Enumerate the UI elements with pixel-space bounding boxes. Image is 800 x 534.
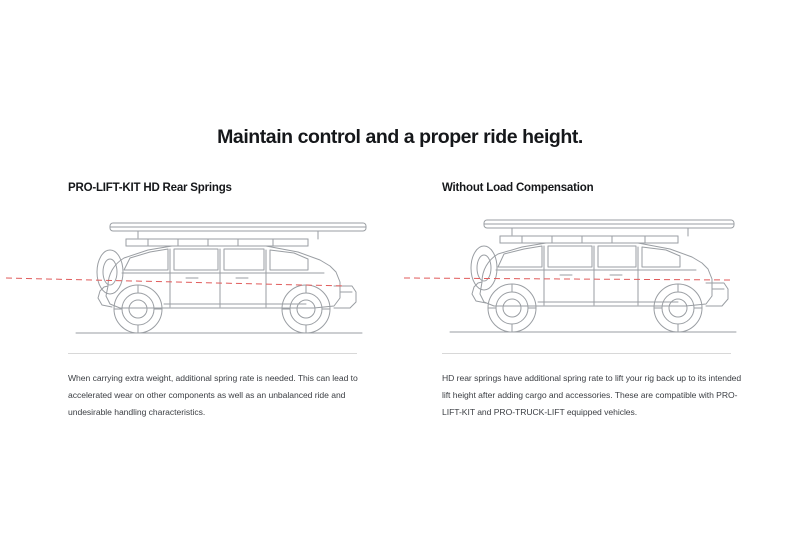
divider [68,353,357,354]
page-title: Maintain control and a proper ride height. [217,126,583,148]
column-title: PRO-LIFT-KIT HD Rear Springs [68,182,232,194]
comparison-columns [0,182,800,420]
suv-side-profile-sagging-rear [68,208,372,343]
column-body-text: HD rear springs have additional spring rate to lift your rig back up to its intended lift height after adding cargo and accessories. These are compatible with PRO-LIFT-KIT and PRO-TRUCK-LIFT equipped vehicles. [442,373,742,417]
column-body-text: When carrying extra weight, additional spring rate is needed. This can lead to accelerated wear on other components as well as an unbalanced ride and undesirable handling characteristics. [68,373,358,417]
divider [442,353,731,354]
suv-side-profile-level-stance [442,208,772,343]
column-body [68,370,368,420]
ride-height-reference-line [404,208,734,343]
column-body [442,370,742,420]
column-pro-lift-kit [0,182,400,420]
column-title: Without Load Compensation [442,182,594,194]
column-without-load-compensation [400,182,800,420]
ride-height-reference-line [6,208,346,343]
